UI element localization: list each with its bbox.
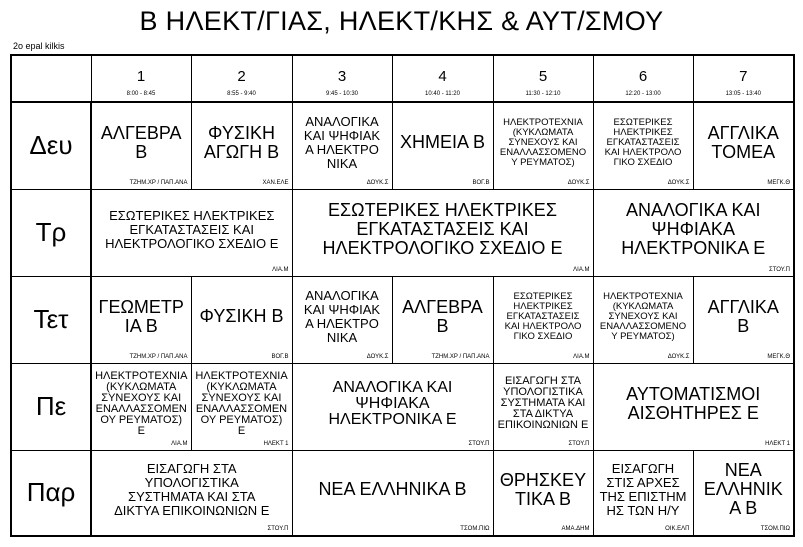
period-number: 3 bbox=[337, 68, 347, 85]
day-row-monday bbox=[11, 102, 794, 189]
period-time: 9:45 - 10:30 bbox=[325, 91, 359, 97]
lesson-subject: ΓΕΩΜΕΤΡ ΙΑ Β bbox=[98, 296, 184, 336]
period-header-row bbox=[11, 55, 794, 102]
lesson-teacher: ΔΟΥΚ.Σ bbox=[366, 353, 389, 360]
period-header bbox=[693, 55, 794, 102]
lesson-teacher: ΛΙΑ.Μ bbox=[171, 440, 188, 447]
lesson-cell bbox=[392, 102, 493, 189]
lesson-teacher: ΔΟΥΚ.Σ bbox=[567, 179, 590, 186]
lesson-cell bbox=[593, 189, 794, 276]
lesson-teacher: ΛΙΑ.Μ bbox=[272, 266, 289, 273]
lesson-teacher: ΑΜΑ.ΔΗΜ bbox=[561, 526, 590, 532]
lesson-subject: ΗΛΕΚΤΡΟΤΕΧΝΙΑ (ΚΥΚΛΩΜΑΤΑ ΣΥΝΕΧΟΥΣ ΚΑΙ ΕΝΑΛΛΑΣΣΟΜΕΝ ΟΥ ΡΕΥΜΑΤΟΣ) Ε bbox=[95, 369, 188, 437]
lesson-cell bbox=[292, 276, 392, 363]
lesson-subject: ΗΛΕΚΤΡΟΤΕΧΝΙΑ (ΚΥΚΛΩΜΑΤΑ ΣΥΝΕΧΟΥΣ ΚΑΙ ΕΝΑΛΛΑΣΣΟΜΕΝΟ Υ ΡΕΥΜΑΤΟΣ) bbox=[599, 290, 687, 342]
lesson-subject: ΑΝΑΛΟΓΙΚΑ ΚΑΙ ΨΗΦΙΑΚΑ ΗΛΕΚΤΡΟΝΙΚΑ Ε bbox=[328, 378, 457, 428]
lesson-cell bbox=[493, 102, 593, 189]
lesson-subject: ΕΣΩΤΕΡΙΚΕΣ ΗΛΕΚΤΡΙΚΕΣ ΕΓΚΑΤΑΣΤΑΣΕΙΣ ΚΑΙ ΗΛΕΚΤΡΟΛΟΓΙΚΟ ΣΧΕΔΙΟ Ε bbox=[322, 200, 563, 258]
lesson-subject: ΕΣΩΤΕΡΙΚΕΣ ΗΛΕΚΤΡΙΚΕΣ ΕΓΚΑΤΑΣΤΑΣΕΙΣ ΚΑΙ ΗΛΕΚΤΡΟΛΟ ΓΙΚΟ ΣΧΕΔΙΟ bbox=[504, 290, 582, 342]
period-time: 11:30 - 12:10 bbox=[525, 91, 561, 97]
lesson-subject: ΗΛΕΚΤΡΟΤΕΧΝΙΑ (ΚΥΚΛΩΜΑΤΑ ΣΥΝΕΧΟΥΣ ΚΑΙ ΕΝΑΛΛΑΣΣΟΜΕΝ ΟΥ ΡΕΥΜΑΤΟΣ) Ε bbox=[195, 369, 288, 437]
lesson-cell bbox=[493, 363, 593, 450]
lesson-subject: ΘΡΗΣΚΕΥ ΤΙΚΑ Β bbox=[499, 469, 587, 509]
lesson-cell bbox=[91, 102, 191, 189]
period-header bbox=[392, 55, 493, 102]
lesson-teacher: ΣΤΟΥ.Π bbox=[468, 440, 490, 447]
lesson-teacher: ΜΕΓΚ.Θ bbox=[767, 179, 790, 186]
lesson-teacher: ΤΖΗΜ.ΧΡ / ΠΑΠ.ΑΝΑ bbox=[431, 353, 490, 360]
day-row-wednesday bbox=[11, 276, 794, 363]
lesson-cell bbox=[693, 450, 794, 536]
lesson-teacher: ΗΛΕΚΤ 1 bbox=[765, 440, 790, 447]
lesson-subject: ΕΙΣΑΓΩΓΗ ΣΤΑ ΥΠΟΛΟΓΙΣΤΙΚΑ ΣΥΣΤΗΜΑΤΑ ΚΑΙ ΣΤΑ ΔΙΚΤΥΑ ΕΠΙΚΟΙΝΩΝΙΩΝ Ε bbox=[497, 375, 589, 431]
lesson-cell bbox=[593, 450, 693, 536]
lesson-subject: ΕΣΩΤΕΡΙΚΕΣ ΗΛΕΚΤΡΙΚΕΣ ΕΓΚΑΤΑΣΤΑΣΕΙΣ ΚΑΙ ΗΛΕΚΤΡΟΛΟ ΓΙΚΟ ΣΧΕΔΙΟ bbox=[604, 116, 682, 168]
lesson-teacher: ΤΣΟΜ.ΠΙΩ bbox=[760, 526, 790, 532]
day-label: Τρ bbox=[11, 189, 91, 276]
lesson-teacher: ΤΣΟΜ.ΠΙΩ bbox=[460, 526, 490, 532]
period-header bbox=[493, 55, 593, 102]
lesson-cell bbox=[292, 363, 493, 450]
lesson-cell bbox=[292, 189, 593, 276]
period-number: 2 bbox=[237, 68, 246, 85]
period-number: 6 bbox=[638, 68, 648, 85]
lesson-cell bbox=[91, 450, 292, 536]
lesson-teacher: ΜΕΓΚ.Θ bbox=[767, 353, 790, 360]
lesson-teacher: ΧΑΝ.ΕΛΕ bbox=[262, 179, 289, 186]
lesson-cell bbox=[392, 276, 493, 363]
lesson-cell bbox=[292, 102, 392, 189]
lesson-subject: ΑΓΓΛΙΚΑ Β bbox=[707, 296, 779, 336]
day-row-thursday bbox=[11, 363, 794, 450]
lesson-subject: ΑΝΑΛΟΓΙΚΑ ΚΑΙ ΨΗΦΙΑΚΑ ΗΛΕΚΤΡΟΝΙΚΑ Ε bbox=[621, 200, 766, 258]
lesson-teacher: ΗΛΕΚΤ 1 bbox=[263, 440, 289, 447]
lesson-subject: ΕΙΣΑΓΩΓΗ ΣΤΙΣ ΑΡΧΕΣ ΤΗΣ ΕΠΙΣΤΗΜ ΗΣ ΤΩΝ Η/Υ bbox=[599, 460, 687, 518]
day-row-friday bbox=[11, 450, 794, 536]
lesson-cell bbox=[191, 363, 292, 450]
lesson-subject: ΑΓΓΛΙΚΑ ΤΟΜΕΑ bbox=[707, 122, 779, 162]
lesson-cell bbox=[191, 276, 292, 363]
lesson-cell bbox=[593, 102, 693, 189]
period-number: 7 bbox=[739, 68, 748, 85]
period-header bbox=[292, 55, 392, 102]
lesson-teacher: ΔΟΥΚ.Σ bbox=[667, 179, 690, 186]
lesson-cell bbox=[693, 276, 794, 363]
period-time: 12:20 - 13:00 bbox=[625, 91, 661, 97]
lesson-cell bbox=[91, 276, 191, 363]
period-time: 13:05 - 13:40 bbox=[725, 91, 761, 97]
lesson-subject: ΑΛΓΕΒΡΑ Β bbox=[100, 122, 182, 162]
lesson-teacher: ΤΖΗΜ.ΧΡ / ΠΑΠ.ΑΝΑ bbox=[129, 353, 188, 360]
lesson-subject: ΕΣΩΤΕΡΙΚΕΣ ΗΛΕΚΤΡΙΚΕΣ ΕΓΚΑΤΑΣΤΑΣΕΙΣ ΚΑΙ ΗΛΕΚΤΡΟΛΟΓΙΚΟ ΣΧΕΔΙΟ Ε bbox=[105, 207, 279, 251]
day-label: Παρ bbox=[11, 450, 91, 536]
lesson-cell bbox=[593, 363, 794, 450]
lesson-teacher: ΣΤΟΥ.Π bbox=[267, 526, 289, 532]
lesson-teacher: ΔΟΥΚ.Σ bbox=[667, 353, 690, 360]
lesson-teacher: ΛΙΑ.Μ bbox=[573, 266, 590, 273]
lesson-subject: ΦΥΣΙΚΗ Β bbox=[199, 306, 284, 326]
period-number: 4 bbox=[438, 68, 447, 85]
lesson-teacher: ΛΙΑ.Μ bbox=[573, 353, 590, 360]
day-row-tuesday bbox=[11, 189, 794, 276]
lesson-teacher: ΤΖΗΜ.ΧΡ / ΠΑΠ.ΑΝΑ bbox=[129, 179, 188, 186]
period-time: 10:40 - 11:20 bbox=[425, 91, 460, 97]
day-label: Δευ bbox=[11, 102, 91, 189]
lesson-subject: ΕΙΣΑΓΩΓΗ ΣΤΑ ΥΠΟΛΟΓΙΣΤΙΚΑ ΣΥΣΤΗΜΑΤΑ ΚΑΙ ΣΤΑ ΔΙΚΤΥΑ ΕΠΙΚΟΙΝΩΝΙΩΝ Ε bbox=[114, 460, 270, 518]
lesson-subject: ΑΝΑΛΟΓΙΚΑ ΚΑΙ ΨΗΦΙΑΚ Α ΗΛΕΚΤΡΟ ΝΙΚΑ bbox=[303, 113, 381, 171]
lesson-teacher: ΣΤΟΥ.Π bbox=[568, 440, 590, 447]
lesson-teacher: ΔΟΥΚ.Σ bbox=[366, 179, 389, 186]
lesson-subject: ΑΛΓΕΒΡΑ Β bbox=[402, 296, 483, 336]
page-title: Β ΗΛΕΚΤ/ΓΙΑΣ, ΗΛΕΚΤ/ΚΗΣ & ΑΥΤ/ΣΜΟΥ bbox=[139, 6, 664, 36]
lesson-subject: ΧΗΜΕΙΑ Β bbox=[399, 132, 486, 153]
period-number: 5 bbox=[538, 68, 548, 85]
lesson-teacher: ΟΙΚ.ΕΛΠ bbox=[665, 526, 690, 532]
school-name: 2o epal kilkis bbox=[13, 41, 65, 51]
lesson-subject: ΝΕΑ ΕΛΛΗΝΙΚΑ Β bbox=[318, 479, 467, 500]
lesson-teacher: ΒΟΓ.Β bbox=[472, 179, 490, 186]
lesson-subject: ΑΝΑΛΟΓΙΚΑ ΚΑΙ ΨΗΦΙΑΚ Α ΗΛΕΚΤΡΟ ΝΙΚΑ bbox=[303, 287, 381, 345]
lesson-subject: ΦΥΣΙΚΗ ΑΓΩΓΗ Β bbox=[203, 122, 280, 162]
period-time: 8:00 - 8:45 bbox=[126, 91, 156, 97]
timetable bbox=[10, 54, 795, 537]
lesson-subject: ΑΥΤΟΜΑΤΙΣΜΟΙ ΑΙΣΘΗΤΗΡΕΣ Ε bbox=[626, 383, 761, 423]
day-label: Πε bbox=[11, 363, 91, 450]
lesson-subject: ΗΛΕΚΤΡΟΤΕΧΝΙΑ (ΚΥΚΛΩΜΑΤΑ ΣΥΝΕΧΟΥΣ ΚΑΙ ΕΝΑΛΛΑΣΣΟΜΕΝΟ Υ ΡΕΥΜΑΤΟΣ) bbox=[499, 116, 587, 168]
lesson-cell bbox=[91, 189, 292, 276]
period-header bbox=[91, 55, 191, 102]
lesson-cell bbox=[191, 102, 292, 189]
day-label: Τετ bbox=[11, 276, 91, 363]
period-number: 1 bbox=[136, 68, 146, 85]
period-header bbox=[593, 55, 693, 102]
lesson-cell bbox=[593, 276, 693, 363]
lesson-cell bbox=[493, 450, 593, 536]
lesson-cell bbox=[91, 363, 191, 450]
period-time: 8:55 - 9:40 bbox=[227, 91, 256, 97]
lesson-teacher: ΒΟΓ.Β bbox=[271, 353, 289, 360]
lesson-subject: ΝΕΑ ΕΛΛΗΝΙΚ Α Β bbox=[703, 460, 783, 519]
period-header bbox=[191, 55, 292, 102]
corner-cell bbox=[11, 55, 91, 102]
lesson-cell bbox=[693, 102, 794, 189]
lesson-cell bbox=[493, 276, 593, 363]
lesson-teacher: ΣΤΟΥ.Π bbox=[769, 266, 790, 273]
lesson-cell bbox=[292, 450, 493, 536]
